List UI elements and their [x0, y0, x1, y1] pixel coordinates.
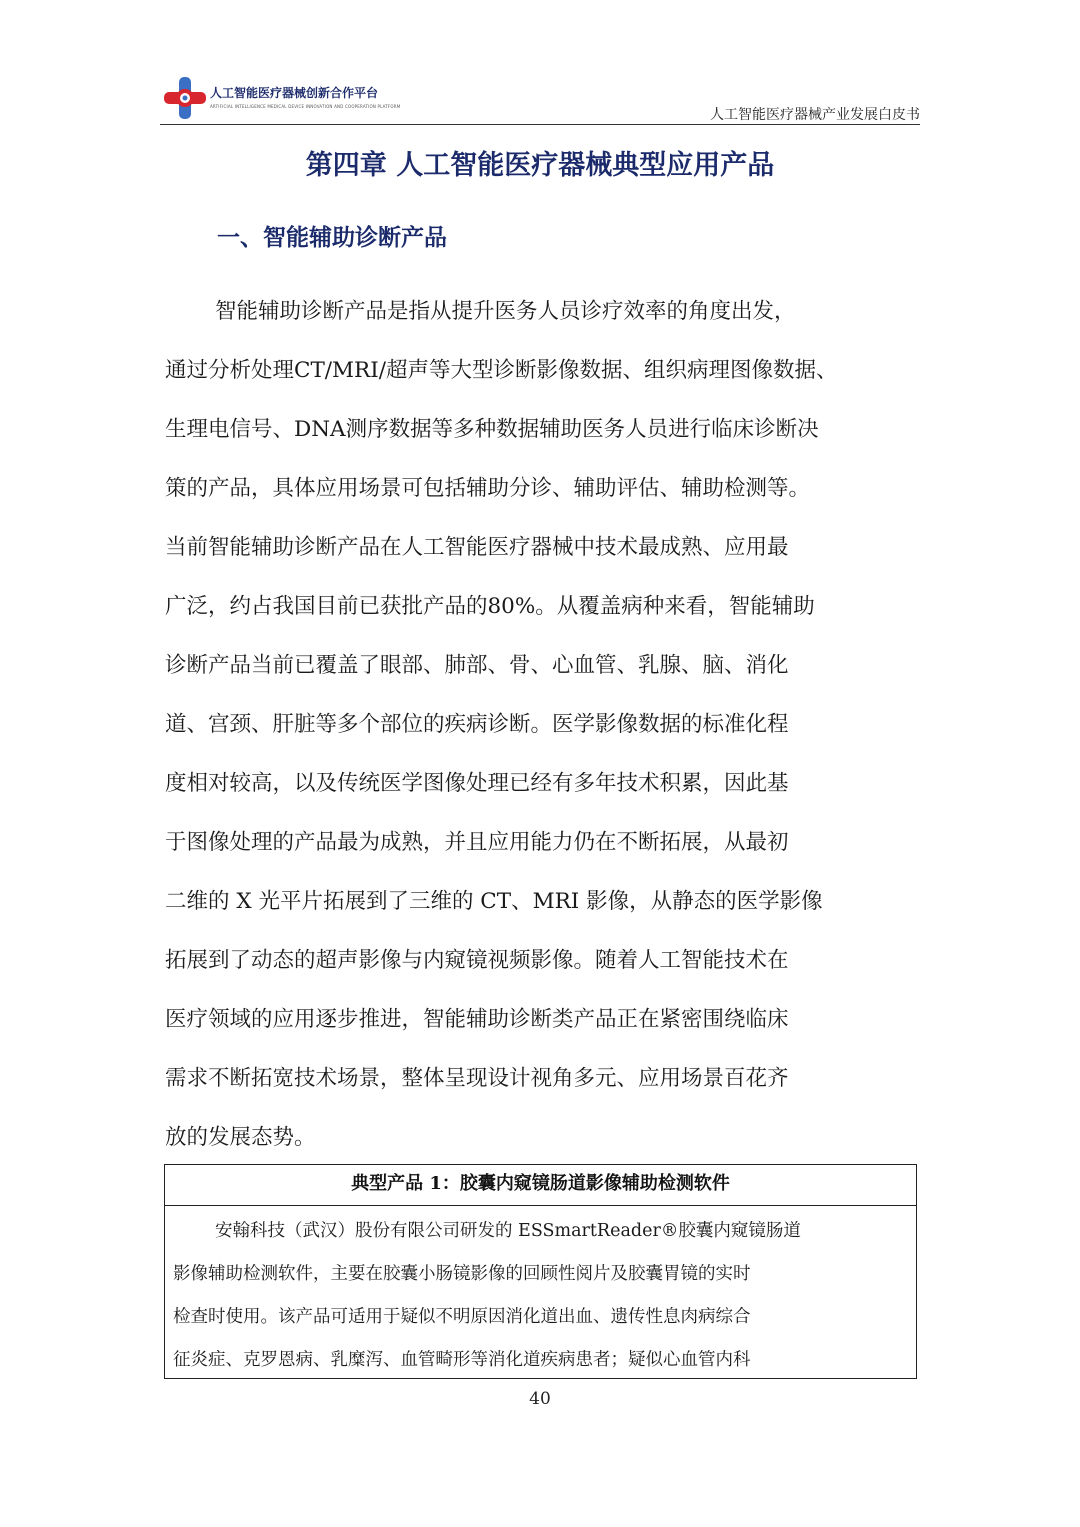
platform-logo-icon — [160, 74, 210, 122]
paragraph-line: 医疗领域的应用逐步推进，智能辅助诊断类产品正在紧密围绕临床 — [165, 1007, 789, 1032]
paragraph-line: 度相对较高，以及传统医学图像处理已经有多年技术积累，因此基 — [165, 771, 789, 796]
paragraph-line: 道、宫颈、肝脏等多个部位的疾病诊断。医学影像数据的标准化程 — [165, 712, 789, 737]
page-header — [160, 66, 920, 126]
paragraph-line: 需求不断拓宽技术场景，整体呈现设计视角多元、应用场景百花齐 — [165, 1066, 789, 1091]
section-title: 一、智能辅助诊断产品 — [217, 225, 447, 251]
header-divider — [160, 124, 920, 125]
page-number: 40 — [529, 1389, 551, 1409]
paragraph-line: 广泛，约占我国目前已获批产品的80%。从覆盖病种来看，智能辅助 — [165, 594, 815, 619]
document-title: 人工智能医疗器械产业发展白皮书 — [710, 107, 920, 123]
product-box-line: 征炎症、克罗恩病、乳糜泻、血管畸形等消化道疾病患者；疑似心血管内科 — [173, 1350, 751, 1370]
org-name: 人工智能医疗器械创新合作平台 — [210, 86, 379, 100]
paragraph-line: 通过分析处理CT/MRI/超声等大型诊断影像数据、组织病理图像数据、 — [165, 358, 838, 383]
product-box-line: 检查时使用。该产品可适用于疑似不明原因消化道出血、遗传性息肉病综合 — [173, 1307, 751, 1327]
paragraph-line: 于图像处理的产品最为成熟，并且应用能力仍在不断拓展，从最初 — [165, 830, 789, 855]
product-box-line: 影像辅助检测软件，主要在胶囊小肠镜影像的回顾性阅片及胶囊胃镜的实时 — [173, 1264, 751, 1284]
org-subtitle: ARTIFICIAL INTELLIGENCE MEDICAL DEVICE INNOVATION AND COOPERATION PLATFORM — [210, 104, 401, 109]
chapter-title: 第四章 人工智能医疗器械典型应用产品 — [305, 150, 775, 181]
paragraph-line: 二维的 X 光平片拓展到了三维的 CT、MRI 影像，从静态的医学影像 — [165, 889, 823, 914]
paragraph-line: 当前智能辅助诊断产品在人工智能医疗器械中技术最成熟、应用最 — [165, 535, 789, 560]
paragraph-line: 放的发展态势。 — [165, 1125, 316, 1150]
product-box-line: 安翰科技（武汉）股份有限公司研发的 ESSmartReader®胶囊内窥镜肠道 — [215, 1221, 801, 1241]
paragraph-line: 拓展到了动态的超声影像与内窥镜视频影像。随着人工智能技术在 — [165, 948, 789, 973]
body-paragraph — [165, 282, 920, 1167]
paragraph-line: 策的产品，具体应用场景可包括辅助分诊、辅助评估、辅助检测等。 — [165, 476, 811, 501]
typical-product-box — [164, 1164, 917, 1379]
paragraph-line: 生理电信号、DNA测序数据等多种数据辅助医务人员进行临床诊断决 — [165, 417, 819, 442]
product-box-title: 典型产品 1：胶囊内窥镜肠道影像辅助检测软件 — [165, 1165, 916, 1206]
product-box-body — [165, 1206, 916, 1382]
paragraph-line: 智能辅助诊断产品是指从提升医务人员诊疗效率的角度出发， — [215, 299, 796, 324]
paragraph-line: 诊断产品当前已覆盖了眼部、肺部、骨、心血管、乳腺、脑、消化 — [165, 653, 789, 678]
